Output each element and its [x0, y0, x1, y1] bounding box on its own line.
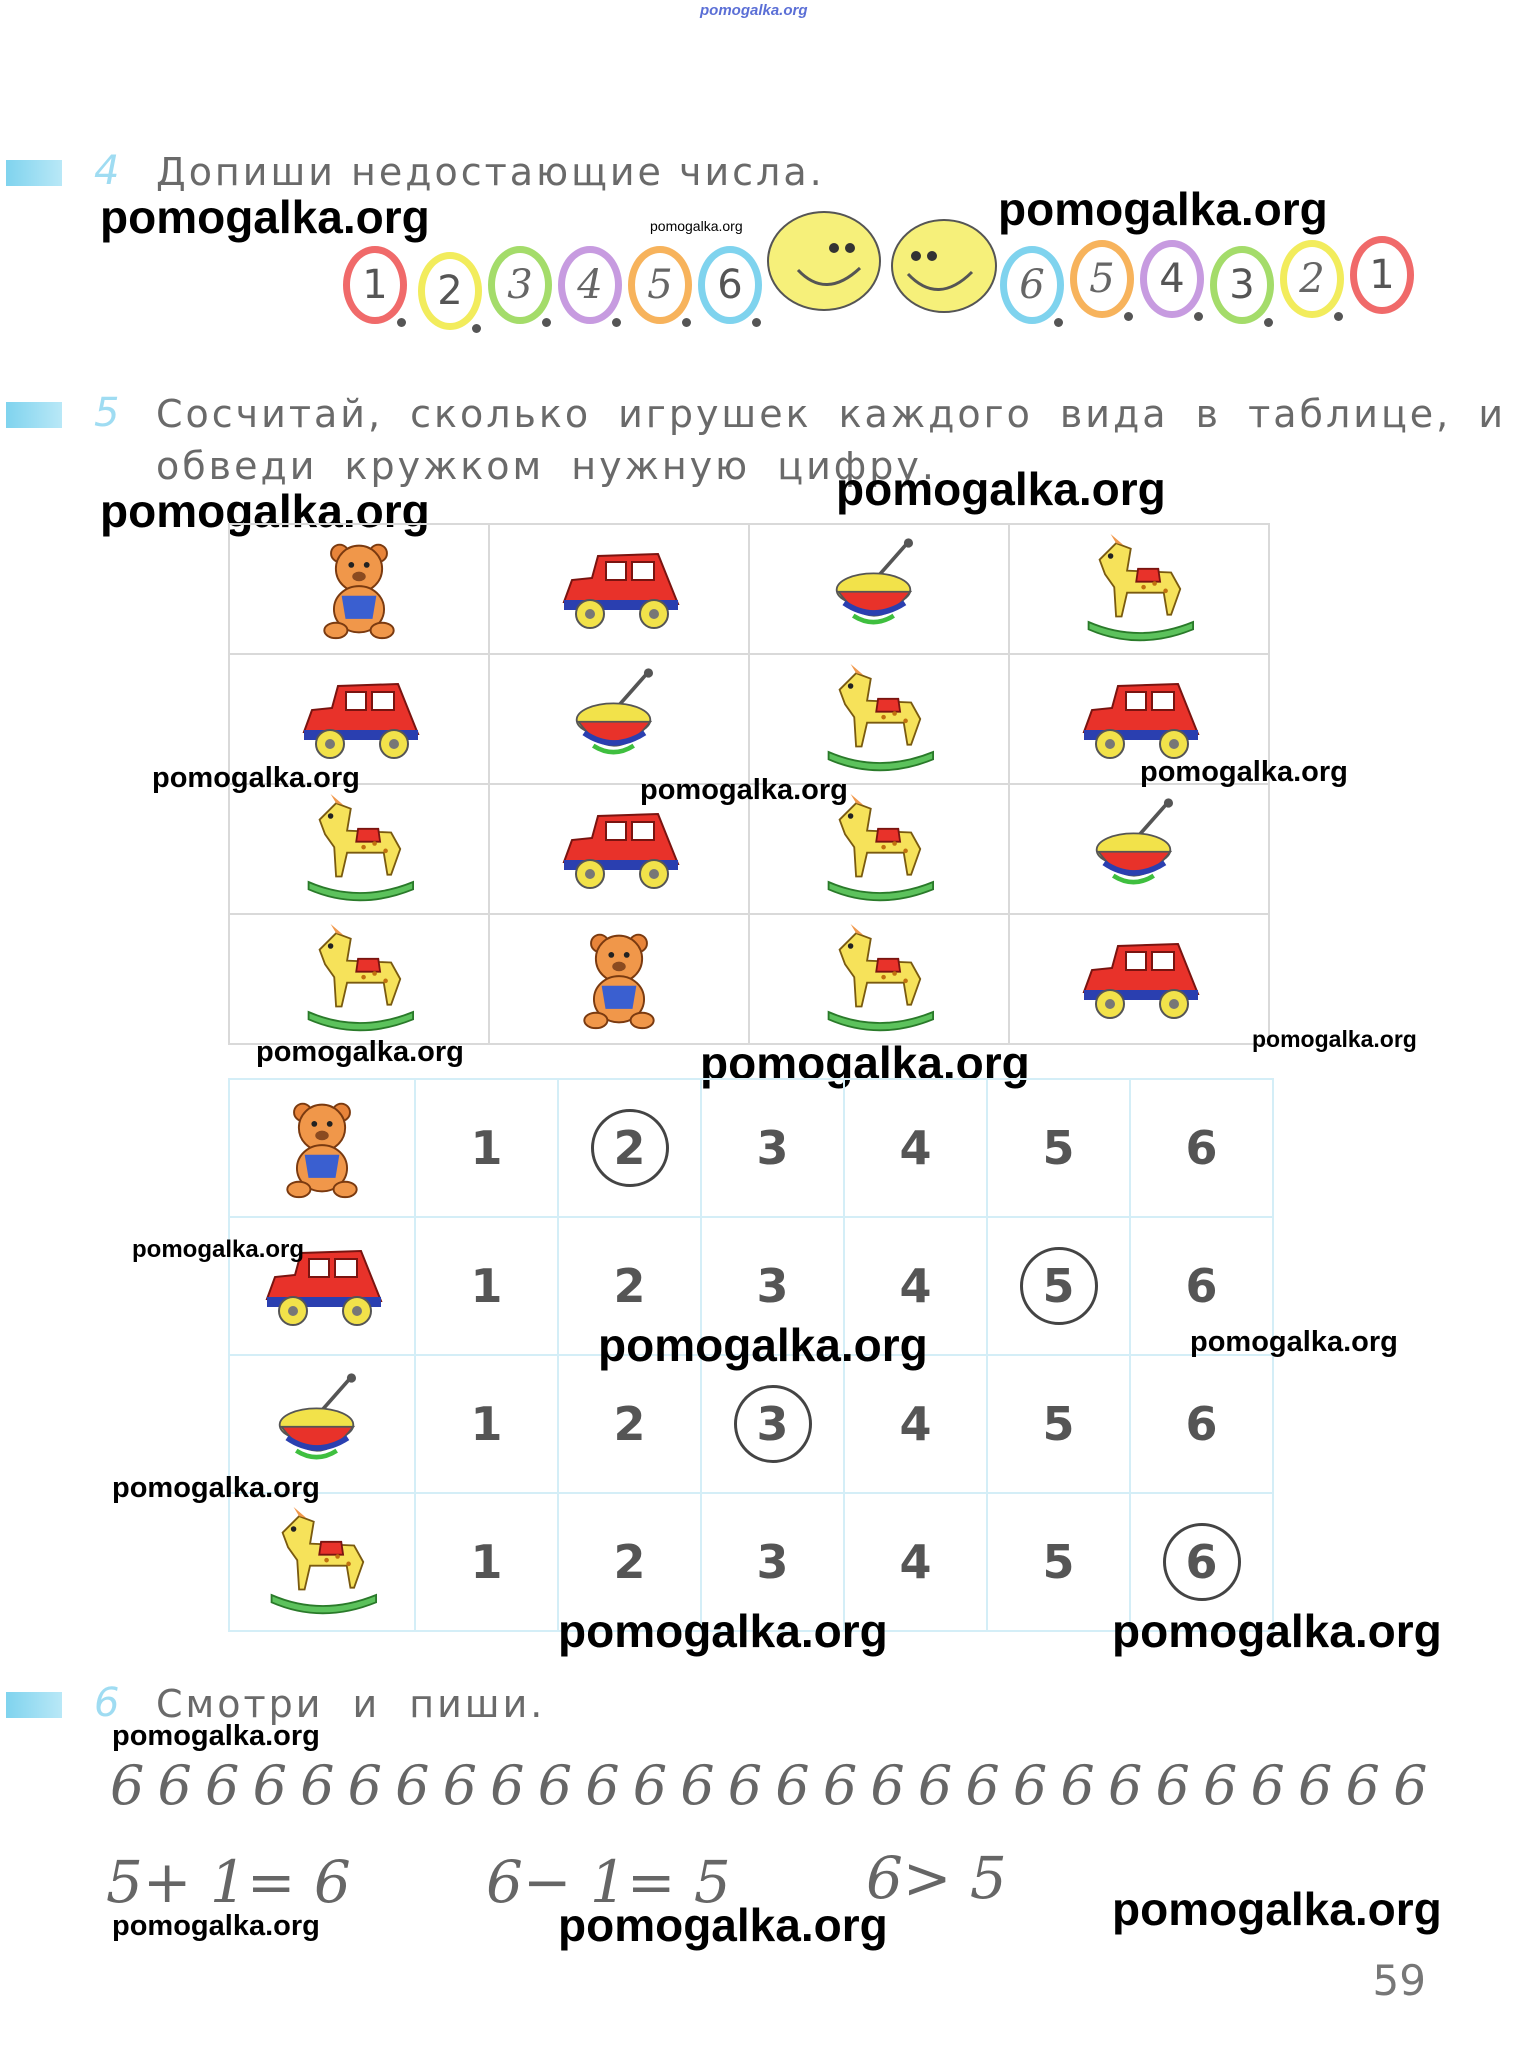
horse-icon [819, 924, 939, 1034]
task-6-number: 6 [94, 1680, 120, 1726]
count-number[interactable]: 1 [415, 1217, 558, 1355]
count-row [229, 1079, 1273, 1217]
page-number: 59 [1372, 1956, 1426, 2005]
count-number[interactable]: 6 [1130, 1079, 1273, 1217]
horse-icon [819, 794, 939, 904]
watermark: pomogalka.org [1112, 1605, 1442, 1657]
top-icon [276, 1372, 368, 1476]
bead [1070, 240, 1134, 318]
toy-cell [749, 524, 1009, 654]
toy-cell [749, 654, 1009, 784]
count-number[interactable]: 3 [701, 1217, 844, 1355]
bead-handwritten-number: 5 [647, 262, 673, 308]
watermark: pomogalka.org [640, 774, 848, 806]
watermark: pomogalka.org [1140, 756, 1348, 788]
watermark: pomogalka.org [112, 1910, 320, 1942]
task-6-instruction: Смотри и пиши. [156, 1682, 546, 1726]
circle-mark: 6 [1163, 1523, 1241, 1601]
toy-grid-row [229, 914, 1269, 1044]
watermark: pomogalka.org [1190, 1326, 1398, 1358]
bead-handwritten-number: 4 [577, 262, 603, 308]
count-number[interactable]: 4 [844, 1355, 987, 1493]
count-number[interactable]: 4 [844, 1493, 987, 1631]
watermark: pomogalka.org [558, 1899, 888, 1951]
bead-number: 1 [1369, 252, 1395, 298]
count-row [229, 1355, 1273, 1493]
watermark: pomogalka.org [998, 183, 1328, 235]
count-number[interactable]: 2 [558, 1355, 701, 1493]
count-number[interactable]: 2 [558, 1217, 701, 1355]
bear-icon [309, 536, 409, 642]
bear-icon [569, 926, 669, 1032]
toy-cell [1009, 914, 1269, 1044]
toy-cell [489, 914, 749, 1044]
count-row-toy [229, 1493, 415, 1631]
count-number[interactable]: 5 [987, 1493, 1130, 1631]
watermark: pomogalka.org [650, 218, 743, 234]
car-icon [294, 674, 424, 764]
count-number[interactable]: 5 [987, 1079, 1130, 1217]
top-icon [833, 537, 925, 641]
toy-cell [229, 914, 489, 1044]
bead [558, 246, 622, 324]
watermark: pomogalka.org [598, 1319, 928, 1371]
toy-grid-row [229, 524, 1269, 654]
bead-number: 3 [1229, 262, 1255, 308]
count-number-circled[interactable] [558, 1079, 701, 1217]
watermark: pomogalka.org [100, 191, 430, 243]
car-icon [554, 804, 684, 894]
bead [1210, 246, 1274, 324]
watermark: pomogalka.org [700, 1037, 1030, 1089]
bead [488, 246, 552, 324]
circle-mark: 5 [1020, 1247, 1098, 1325]
bead-handwritten-number: 5 [1089, 256, 1115, 302]
horse-icon [1079, 534, 1199, 644]
toy-grid-row [229, 654, 1269, 784]
horse-icon [299, 794, 419, 904]
bead-number: 4 [1159, 256, 1185, 302]
toy-cell [229, 524, 489, 654]
count-number[interactable]: 5 [987, 1355, 1130, 1493]
task-6-marker [6, 1692, 62, 1718]
horse-icon [819, 664, 939, 774]
count-number[interactable]: 3 [701, 1079, 844, 1217]
bead [1000, 246, 1064, 324]
bead [418, 252, 482, 330]
count-number-circled[interactable] [987, 1217, 1130, 1355]
bead [1350, 236, 1414, 314]
circle-mark: 3 [734, 1385, 812, 1463]
watermark: pomogalka.org [152, 762, 360, 794]
count-number[interactable]: 1 [415, 1493, 558, 1631]
toy-cell [489, 524, 749, 654]
bead-handwritten-number: 2 [1299, 256, 1325, 302]
task-4-number: 4 [94, 148, 120, 194]
task-5-instruction-line1: Сосчитай, сколько игрушек каждого вида в таблице, и [156, 392, 1507, 436]
count-number-circled[interactable] [701, 1355, 844, 1493]
right-caterpillar-head-icon [888, 216, 1000, 316]
toy-cell [229, 784, 489, 914]
bead-number: 1 [362, 262, 388, 308]
handwritten-expression-1: 5+ 1= 6 [106, 1848, 351, 1916]
watermark: pomogalka.org [112, 1472, 320, 1504]
bead-number: 2 [437, 268, 463, 314]
bead [1140, 240, 1204, 318]
watermark: pomogalka.org [132, 1236, 305, 1263]
bead-number: 6 [717, 262, 743, 308]
count-number[interactable]: 4 [844, 1217, 987, 1355]
count-number[interactable]: 6 [1130, 1355, 1273, 1493]
top-icon [1093, 797, 1185, 901]
bead [343, 246, 407, 324]
bead-handwritten-number: 6 [1019, 262, 1045, 308]
circle-mark: 2 [591, 1109, 669, 1187]
toy-cell [489, 654, 749, 784]
horse-icon [299, 924, 419, 1034]
bead [1280, 240, 1344, 318]
car-icon [554, 544, 684, 634]
toy-cell [749, 914, 1009, 1044]
count-number[interactable]: 4 [844, 1079, 987, 1217]
top-watermark: pomogalka.org [700, 2, 808, 19]
watermark: pomogalka.org [558, 1605, 888, 1657]
task-4-marker [6, 160, 62, 186]
horse-icon [262, 1507, 382, 1617]
task-5-number: 5 [94, 390, 120, 436]
toy-cell [1009, 524, 1269, 654]
count-number[interactable]: 1 [415, 1355, 558, 1493]
count-number[interactable]: 2 [558, 1493, 701, 1631]
task-4-instruction: Допиши недостающие числа. [156, 150, 825, 194]
bear-icon [272, 1095, 372, 1201]
top-icon [573, 667, 665, 771]
count-row-toy [229, 1079, 415, 1217]
toy-cell [1009, 784, 1269, 914]
count-number[interactable]: 1 [415, 1079, 558, 1217]
handwritten-expression-3: 6> 5 [866, 1844, 1007, 1912]
bead [698, 246, 762, 324]
count-number[interactable]: 6 [1130, 1217, 1273, 1355]
handwritten-sixes: 6 6 6 6 6 6 6 6 6 6 6 6 6 6 6 6 6 6 6 6 6 6 6 6 6 6 6 6 [110, 1754, 1426, 1817]
bead [628, 246, 692, 324]
task-5-marker [6, 402, 62, 428]
handwritten-expression-2: 6− 1= 5 [486, 1848, 731, 1916]
car-icon [1074, 674, 1204, 764]
left-caterpillar-head-icon [764, 208, 884, 314]
bead-handwritten-number: 3 [507, 262, 533, 308]
watermark: pomogalka.org [112, 1720, 320, 1752]
count-number[interactable]: 3 [701, 1493, 844, 1631]
car-icon [1074, 934, 1204, 1024]
watermark: pomogalka.org [100, 485, 430, 537]
watermark: pomogalka.org [1112, 1883, 1442, 1935]
watermark: pomogalka.org [1252, 1026, 1417, 1052]
watermark: pomogalka.org [836, 463, 1166, 515]
task-5-instruction-line2: обведи кружком нужную цифру. [156, 444, 937, 488]
watermark: pomogalka.org [256, 1036, 464, 1068]
